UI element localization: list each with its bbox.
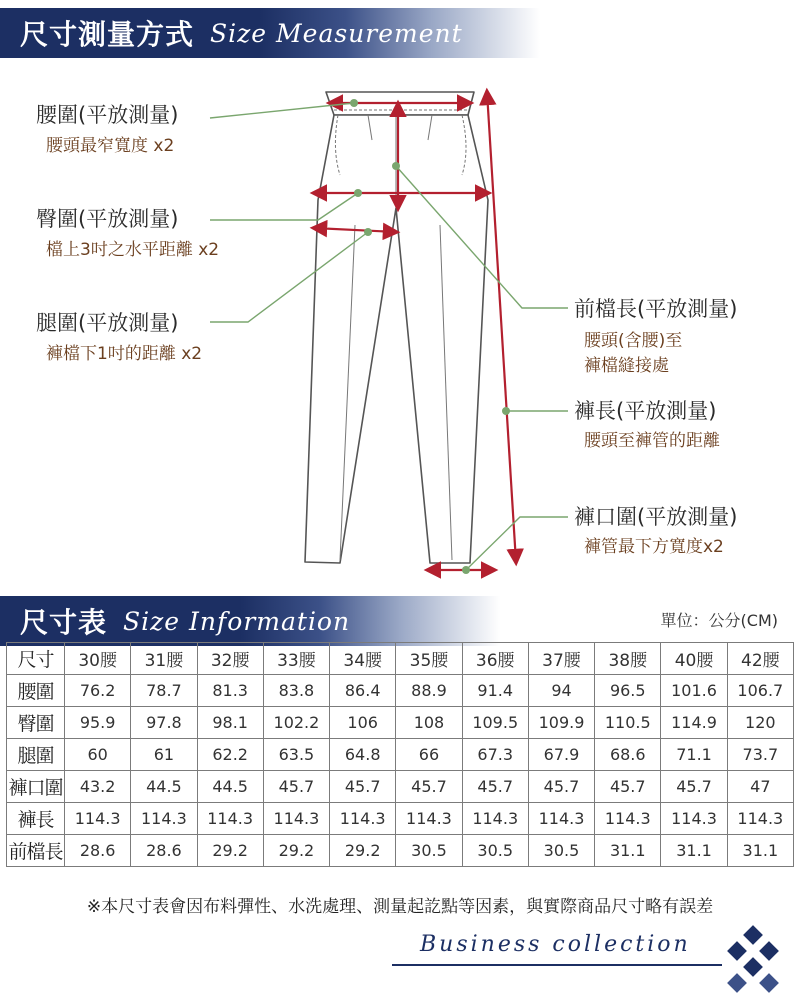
size-info-banner xyxy=(0,596,500,646)
table-header-size: 36腰 xyxy=(462,643,528,675)
table-row xyxy=(7,835,794,867)
table-cell: 110.5 xyxy=(595,707,661,739)
table-header-size: 37腰 xyxy=(528,643,594,675)
table-cell: 114.3 xyxy=(131,803,197,835)
table-cell: 30.5 xyxy=(396,835,462,867)
table-cell: 28.6 xyxy=(131,835,197,867)
brand-underline xyxy=(392,964,722,966)
table-cell: 114.3 xyxy=(65,803,131,835)
label-length xyxy=(574,399,720,451)
rise-label-desc1: 腰頭(含腰)至 xyxy=(584,331,683,351)
table-header-label: 尺寸 xyxy=(7,643,65,675)
table-row-label: 前檔長 xyxy=(7,835,65,867)
hip-label-desc: 檔上3吋之水平距離 x2 xyxy=(46,240,220,260)
table-cell: 60 xyxy=(65,739,131,771)
table-header-size: 32腰 xyxy=(197,643,263,675)
table-cell: 120 xyxy=(727,707,793,739)
length-label-title: 褲長(平放測量) xyxy=(574,399,717,423)
table-cell: 44.5 xyxy=(197,771,263,803)
table-cell: 97.8 xyxy=(131,707,197,739)
size-table xyxy=(6,642,794,867)
table-cell: 94 xyxy=(528,675,594,707)
table-cell: 114.3 xyxy=(462,803,528,835)
length-label-desc: 腰頭至褲管的距離 xyxy=(584,431,720,451)
table-row-label: 腰圍 xyxy=(7,675,65,707)
table-row xyxy=(7,803,794,835)
table-cell: 108 xyxy=(396,707,462,739)
table-cell: 114.3 xyxy=(396,803,462,835)
rise-label-title: 前檔長(平放測量) xyxy=(574,297,738,321)
table-cell: 96.5 xyxy=(595,675,661,707)
table-cell: 114.3 xyxy=(330,803,396,835)
unit-label: 單位：公分(CM) xyxy=(660,611,778,630)
table-cell: 66 xyxy=(396,739,462,771)
thigh-label-desc: 褲檔下1吋的距離 x2 xyxy=(46,344,203,364)
table-cell: 114.3 xyxy=(197,803,263,835)
table-cell: 45.7 xyxy=(263,771,329,803)
table-row-label: 臀圍 xyxy=(7,707,65,739)
table-cell: 29.2 xyxy=(263,835,329,867)
table-row xyxy=(7,707,794,739)
table-cell: 86.4 xyxy=(330,675,396,707)
disclaimer-note: ※本尺寸表會因布料彈性、水洗處理、測量起訖點等因素，與實際商品尺寸略有誤差 xyxy=(86,897,714,917)
length-arrow xyxy=(487,92,516,562)
table-cell: 31.1 xyxy=(595,835,661,867)
table-cell: 106.7 xyxy=(727,675,793,707)
table-cell: 114.3 xyxy=(595,803,661,835)
label-hem xyxy=(574,505,737,557)
table-cell: 45.7 xyxy=(462,771,528,803)
size-info-title-en: Size Information xyxy=(123,606,351,636)
table-cell: 91.4 xyxy=(462,675,528,707)
table-cell: 98.1 xyxy=(197,707,263,739)
label-hip xyxy=(36,207,219,260)
table-row-label: 褲口圍 xyxy=(7,771,65,803)
table-cell: 101.6 xyxy=(661,675,727,707)
table-row xyxy=(7,739,794,771)
hem-label-title: 褲口圍(平放測量) xyxy=(574,505,738,529)
table-row xyxy=(7,675,794,707)
table-cell: 114.3 xyxy=(528,803,594,835)
table-cell: 114.3 xyxy=(263,803,329,835)
table-header-size: 34腰 xyxy=(330,643,396,675)
table-header-size: 30腰 xyxy=(65,643,131,675)
table-cell: 45.7 xyxy=(330,771,396,803)
table-cell: 45.7 xyxy=(595,771,661,803)
table-cell: 67.9 xyxy=(528,739,594,771)
measurement-title-zh: 尺寸測量方式 xyxy=(20,18,195,51)
table-cell: 45.7 xyxy=(528,771,594,803)
table-header-size: 35腰 xyxy=(396,643,462,675)
pants-measurement-diagram xyxy=(0,70,800,590)
hip-label-title: 臀圍(平放測量) xyxy=(36,207,179,231)
size-info-title-zh: 尺寸表 xyxy=(20,606,108,639)
table-cell: 71.1 xyxy=(661,739,727,771)
table-cell: 67.3 xyxy=(462,739,528,771)
table-cell: 28.6 xyxy=(65,835,131,867)
table-cell: 106 xyxy=(330,707,396,739)
table-cell: 29.2 xyxy=(330,835,396,867)
table-cell: 102.2 xyxy=(263,707,329,739)
label-rise xyxy=(574,297,737,376)
table-header-size: 38腰 xyxy=(595,643,661,675)
table-cell: 61 xyxy=(131,739,197,771)
table-header-size: 40腰 xyxy=(661,643,727,675)
hem-label-desc: 褲管最下方寬度x2 xyxy=(584,537,724,557)
table-cell: 64.8 xyxy=(330,739,396,771)
table-cell: 114.3 xyxy=(727,803,793,835)
rise-label-desc2: 褲檔縫接處 xyxy=(584,356,669,376)
table-cell: 43.2 xyxy=(65,771,131,803)
measurement-title-en: Size Measurement xyxy=(210,18,463,48)
table-cell: 114.3 xyxy=(661,803,727,835)
table-cell: 83.8 xyxy=(263,675,329,707)
table-cell: 109.9 xyxy=(528,707,594,739)
table-header-size: 33腰 xyxy=(263,643,329,675)
brand-text: Business collection xyxy=(420,932,691,957)
table-header-row xyxy=(7,643,794,675)
measurement-banner xyxy=(0,8,540,58)
table-cell: 76.2 xyxy=(65,675,131,707)
table-cell: 30.5 xyxy=(528,835,594,867)
table-cell: 44.5 xyxy=(131,771,197,803)
table-cell: 31.1 xyxy=(661,835,727,867)
table-cell: 47 xyxy=(727,771,793,803)
thigh-label-title: 腿圍(平放測量) xyxy=(36,311,179,335)
table-cell: 88.9 xyxy=(396,675,462,707)
table-cell: 68.6 xyxy=(595,739,661,771)
table-header-size: 31腰 xyxy=(131,643,197,675)
label-waist xyxy=(36,103,178,156)
diamond-logo-icon xyxy=(718,924,790,996)
table-cell: 73.7 xyxy=(727,739,793,771)
label-thigh xyxy=(36,311,202,364)
table-cell: 81.3 xyxy=(197,675,263,707)
table-cell: 109.5 xyxy=(462,707,528,739)
table-row-label: 褲長 xyxy=(7,803,65,835)
table-cell: 45.7 xyxy=(396,771,462,803)
table-row-label: 腿圍 xyxy=(7,739,65,771)
table-cell: 95.9 xyxy=(65,707,131,739)
table-row xyxy=(7,771,794,803)
table-cell: 62.2 xyxy=(197,739,263,771)
table-cell: 63.5 xyxy=(263,739,329,771)
table-cell: 45.7 xyxy=(661,771,727,803)
table-header-size: 42腰 xyxy=(727,643,793,675)
waist-label-desc: 腰頭最窄寬度 x2 xyxy=(46,136,175,156)
table-cell: 30.5 xyxy=(462,835,528,867)
table-cell: 114.9 xyxy=(661,707,727,739)
table-cell: 29.2 xyxy=(197,835,263,867)
table-cell: 78.7 xyxy=(131,675,197,707)
table-cell: 31.1 xyxy=(727,835,793,867)
waist-label-title: 腰圍(平放測量) xyxy=(36,103,179,127)
